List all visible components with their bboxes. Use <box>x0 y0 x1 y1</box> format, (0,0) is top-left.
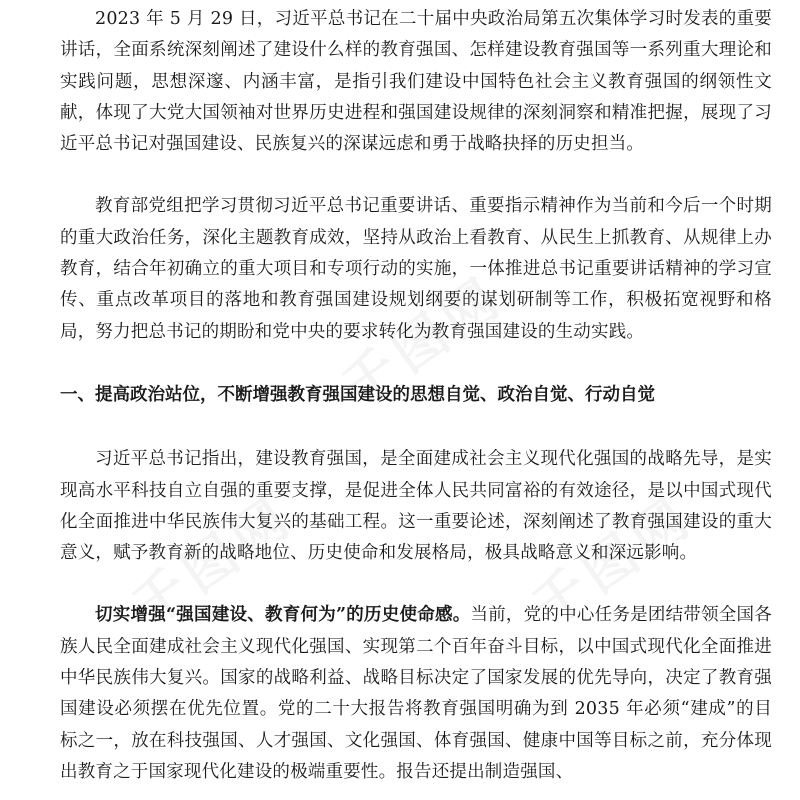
section-heading-1: 一、提高政治站位，不断增强教育强国建设的思想自觉、政治自觉、行动自觉 <box>60 384 655 405</box>
paragraph-intro: 2023 年 5 月 29 日，习近平总书记在二十届中央政治局第五次集体学习时发表的重要讲话，全面系统深刻阐述了建设什么样的教育强国、怎样建设教育强国等一系列重大理论和实践问题，思想深邃、内涵丰富，是指引我们建设中国特色社会主义教育强国的纲领性文献，体现了大党大国领袖对世界历史进程和强国建设规律的深刻洞察和精准把握，展现了习近平总书记对强国建设、民族复兴的深谋远虑和勇于战略抉择的历史担当。 <box>60 9 772 155</box>
paragraph-strategic-significance: 习近平总书记指出，建设教育强国，是全面建成社会主义现代化强国的战略先导，是实现高水平科技自立自强的重要支撑，是促进全体人民共同富裕的有效途径，是以中国式现代化全面推进中华民族伟大复兴的基础工程。这一重要论述，深刻阐述了教育强国建设的重大意义，赋予教育新的战略地位、历史使命和发展格局，极具战略意义和深远影响。 <box>60 449 772 564</box>
paragraph-ministry-plan: 教育部党组把学习贯彻习近平总书记重要讲话、重要指示精神作为当前和今后一个时期的重大政治任务，深化主题教育成效，坚持从政治上看教育、从民生上抓教育、从规律上办教育，结合年初确立的重大项目和专项行动的实施，一体推进总书记重要讲话精神的学习宣传、重点改革项目的落地和教育强国建设规划纲要的谋划研制等工作，积极拓宽视野和格局，努力把总书记的期盼和党中央的要求转化为教育强国建设的生动实践。 <box>60 196 772 342</box>
document-page <box>60 4 772 788</box>
paragraph-historical-mission <box>60 600 772 788</box>
paragraph-body-text: 当前，党的中心任务是团结带领全国各族人民全面建成社会主义现代化强国、实现第二个百年奋斗目标，以中国式现代化全面推进中华民族伟大复兴。国家的战略利益、战略目标决定了国家发展的优先导向，决定了教育强国建设必须摆在优先位置。党的二十大报告将教育强国明确为到 2035 年必须“建成”的目标之一，放在科技强国、人才强国、文化强国、体育强国、健康中国等目标之前，充分体现出教育之于国家现代化建设的极端重要性。报告还提出制造强国、 <box>60 605 772 782</box>
paragraph-lead-sentence: 切实增强“强国建设、教育何为”的历史使命感。 <box>95 605 471 626</box>
